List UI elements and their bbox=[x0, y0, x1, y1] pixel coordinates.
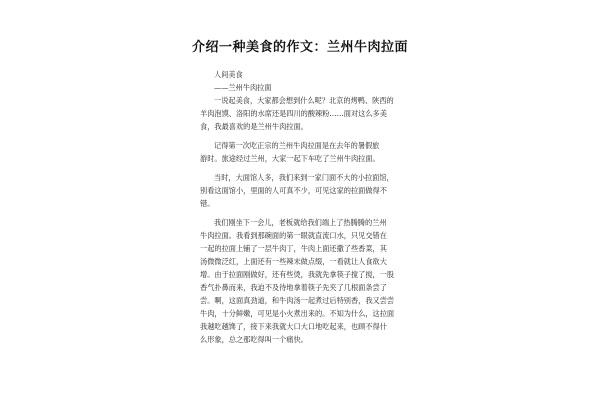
text-line: 我越吃越馋了，接下来我就大口大口地吃起来，也顾不得什 bbox=[200, 322, 387, 331]
text-line: 香气扑鼻而来，我迫不及待地拿着筷子先夹了几根面条尝了 bbox=[200, 283, 387, 292]
text-line: 尝。啊，这面真劲道，和牛肉汤一起煮过后特别香，我又尝尝 bbox=[200, 296, 395, 305]
text-line: 羊肉泡馍、洛阳的水席还是四川的酸辣粉……面对这么多美 bbox=[200, 109, 387, 118]
text-line: 记得第一次吃正宗的兰州牛肉拉面是在去年的暑假旅 bbox=[214, 141, 380, 150]
text-line: 游时。旅途经过兰州，大家一起下车吃了兰州牛肉拉面。 bbox=[200, 154, 380, 163]
text-line: 一说起美食，大家都会想到什么呢？北京的烤鸭、陕西的 bbox=[214, 96, 394, 105]
text-line: 汤微微泛红，上面还有一些辣末做点缀，一看就让人食欲大 bbox=[200, 257, 387, 266]
text-line: 食，我最喜欢的是兰州牛肉拉面。 bbox=[200, 122, 308, 131]
text-line: 增。由于拉面刚做好，还有些烫，我就先拿筷子搅了搅，一股 bbox=[200, 270, 395, 279]
article-title: 介绍一种美食的作文：兰州牛肉拉面 bbox=[191, 40, 408, 55]
text-line: 一起的拉面上铺了一层牛肉丁，牛肉上面还撒了些香菜，其 bbox=[200, 244, 387, 253]
paragraph-lines bbox=[200, 94, 405, 346]
text-line: 牛肉拉面。我看到那碗面的第一眼就直流口水，只见交错在 bbox=[200, 231, 387, 240]
text-line: 别看这面馆小，里面的人可真不少，可见这家的拉面做得不 bbox=[200, 186, 387, 195]
text-line: 么形象，总之那吃得叫一个痛快。 bbox=[200, 335, 308, 344]
text-line: 当时，大面馆人多，我们来到一家门面不大的小拉面馆， bbox=[214, 173, 394, 182]
text-line: 错。 bbox=[200, 199, 215, 208]
text-line: 我们刚坐下一会儿，老板就给我们端上了热腾腾的兰州 bbox=[214, 218, 387, 227]
text-line: 牛肉，十分鲜嫩，可见是小火煮出来的。不知为什么，这拉面 bbox=[200, 309, 395, 318]
byline: 人间美食 bbox=[214, 70, 243, 79]
article-body bbox=[200, 68, 405, 346]
article-subtitle: ——兰州牛肉拉面 bbox=[214, 83, 272, 92]
